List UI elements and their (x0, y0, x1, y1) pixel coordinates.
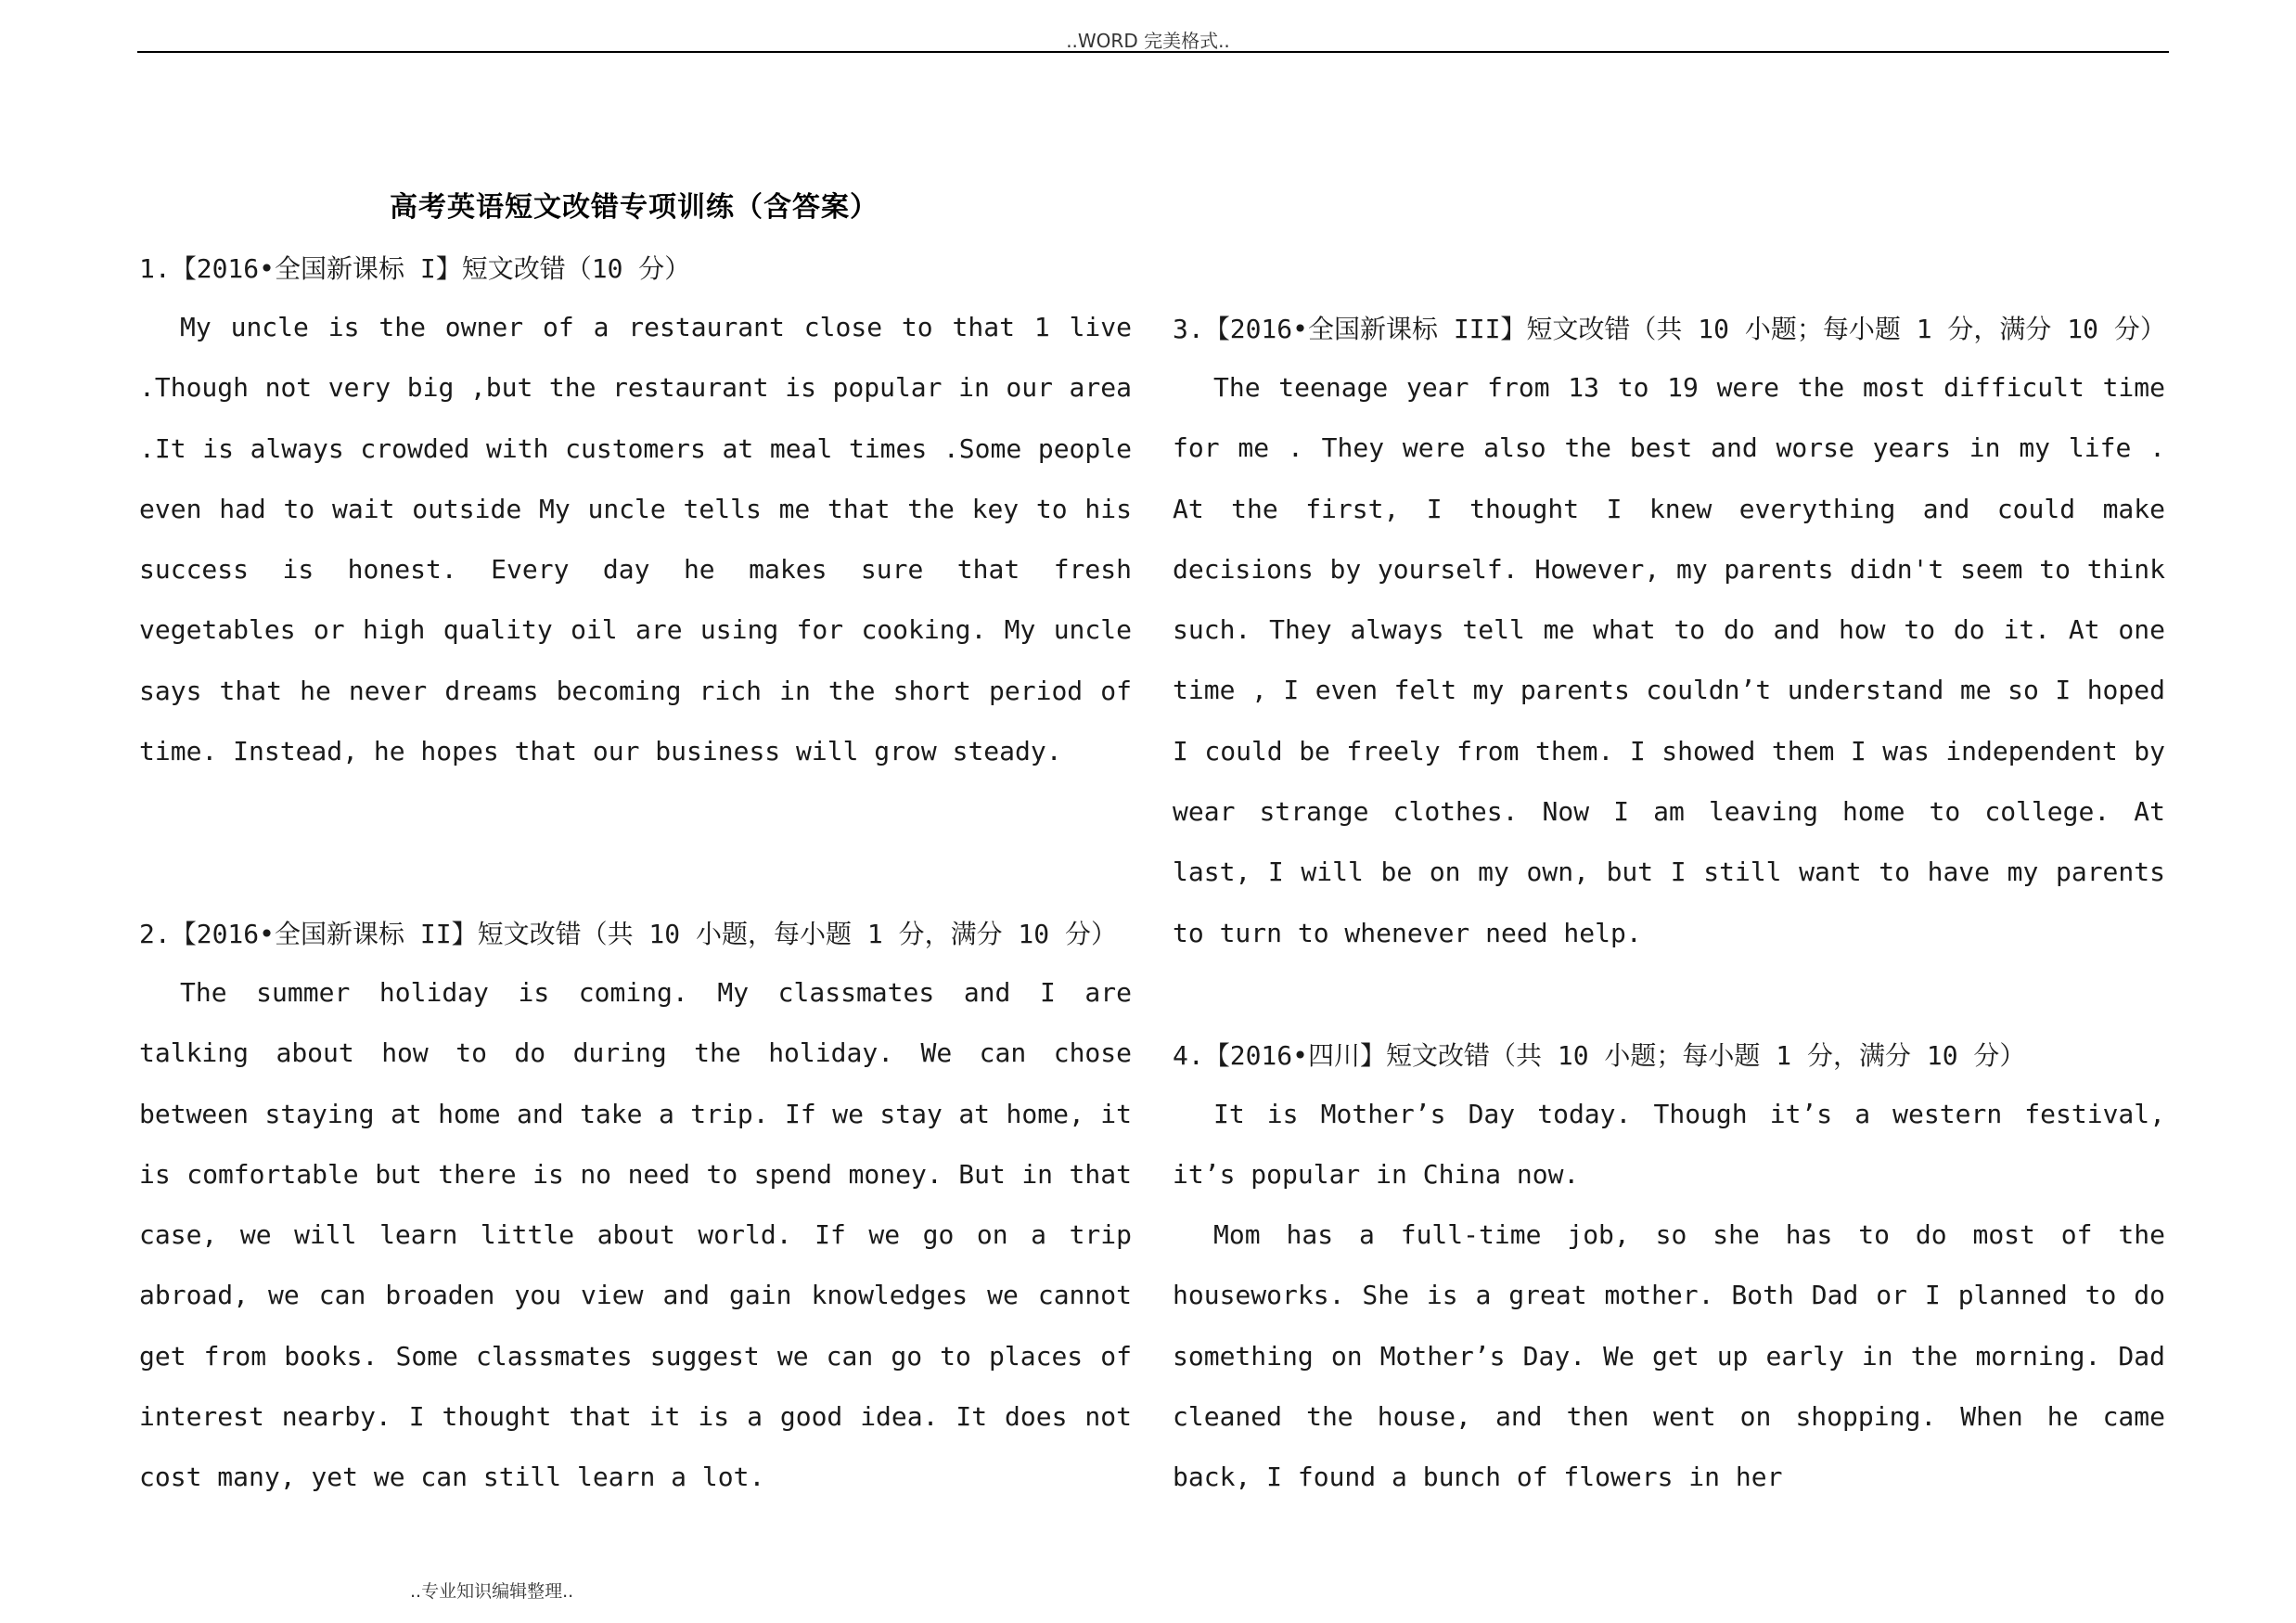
question-2-heading: 2.【2016•全国新课标 II】短文改错（共 10 小题，每小题 1 分，满分 10 分） (139, 919, 1118, 949)
page-footer-text: ..专业知识编辑整理.. (410, 1581, 574, 1602)
question-3-paragraph: The teenage year from 13 to 19 were the most difficult time for me . They were also the best and worse years in my life . At the first, I thought I knew everything and could make decisions by yourself. However, my parents didn't seem to think such. They always tell me what to do and how to do it. At one time , I even felt my parents couldn’t understand me so I hoped I could be freely from them. I showed them I was independent by wear strange clothes. Now I am leaving home to college. At last, I will be on my own, but I still want to have my parents to turn to whenever need help. (1173, 372, 2165, 948)
question-4-heading: 4.【2016•四川】短文改错（共 10 小题；每小题 1 分，满分 10 分） (1173, 1040, 2026, 1071)
question-3-heading: 3.【2016•全国新课标 III】短文改错（共 10 小题；每小题 1 分，满分 10 分） (1173, 314, 2166, 344)
question-4-paragraph-2: Mom has a full-time job, so she has to do most of the houseworks. She is a great mother. Both Dad or I planned to do something on Mother’s Day. We get up early in the morning. Dad cleaned the house, and then went on shopping. When he came back, I found a bunch of flowers in her (1173, 1219, 2165, 1493)
document-title: 高考英语短文改错专项训练（含答案） (390, 191, 879, 224)
question-4-paragraph-1: It is Mother’s Day today. Though it’s a western festival, it’s popular in China now. (1173, 1099, 2165, 1191)
header-rule (137, 51, 2169, 53)
question-1-paragraph: My uncle is the owner of a restaurant close to that 1 live .Though not very big ,but the restaurant is popular in our area .It is always crowded with customers at meal times .Some people even had to wait outside My uncle tells me that the key to his success is honest. Every day he makes sure that fresh vegetables or high quality oil are using for cooking. My uncle says that he never dreams becoming rich in the short period of time. Instead, he hopes that our business will grow steady. (139, 312, 1132, 767)
question-2-paragraph: The summer holiday is coming. My classmates and I are talking about how to do during the holiday. We can chose between staying at home and take a trip. If we stay at home, it is comfortable but there is no need to spend money. But in that case, we will learn little about world. If we go on a trip abroad, we can broaden you view and gain knowledges we cannot get from books. Some classmates suggest we can go to places of interest nearby. I thought that it is a good idea. It does not cost many, yet we can still learn a lot. (139, 977, 1132, 1493)
page-header-text: ..WORD 完美格式.. (1066, 30, 1230, 52)
question-1-heading: 1.【2016•全国新课标 I】短文改错（10 分） (139, 253, 691, 284)
